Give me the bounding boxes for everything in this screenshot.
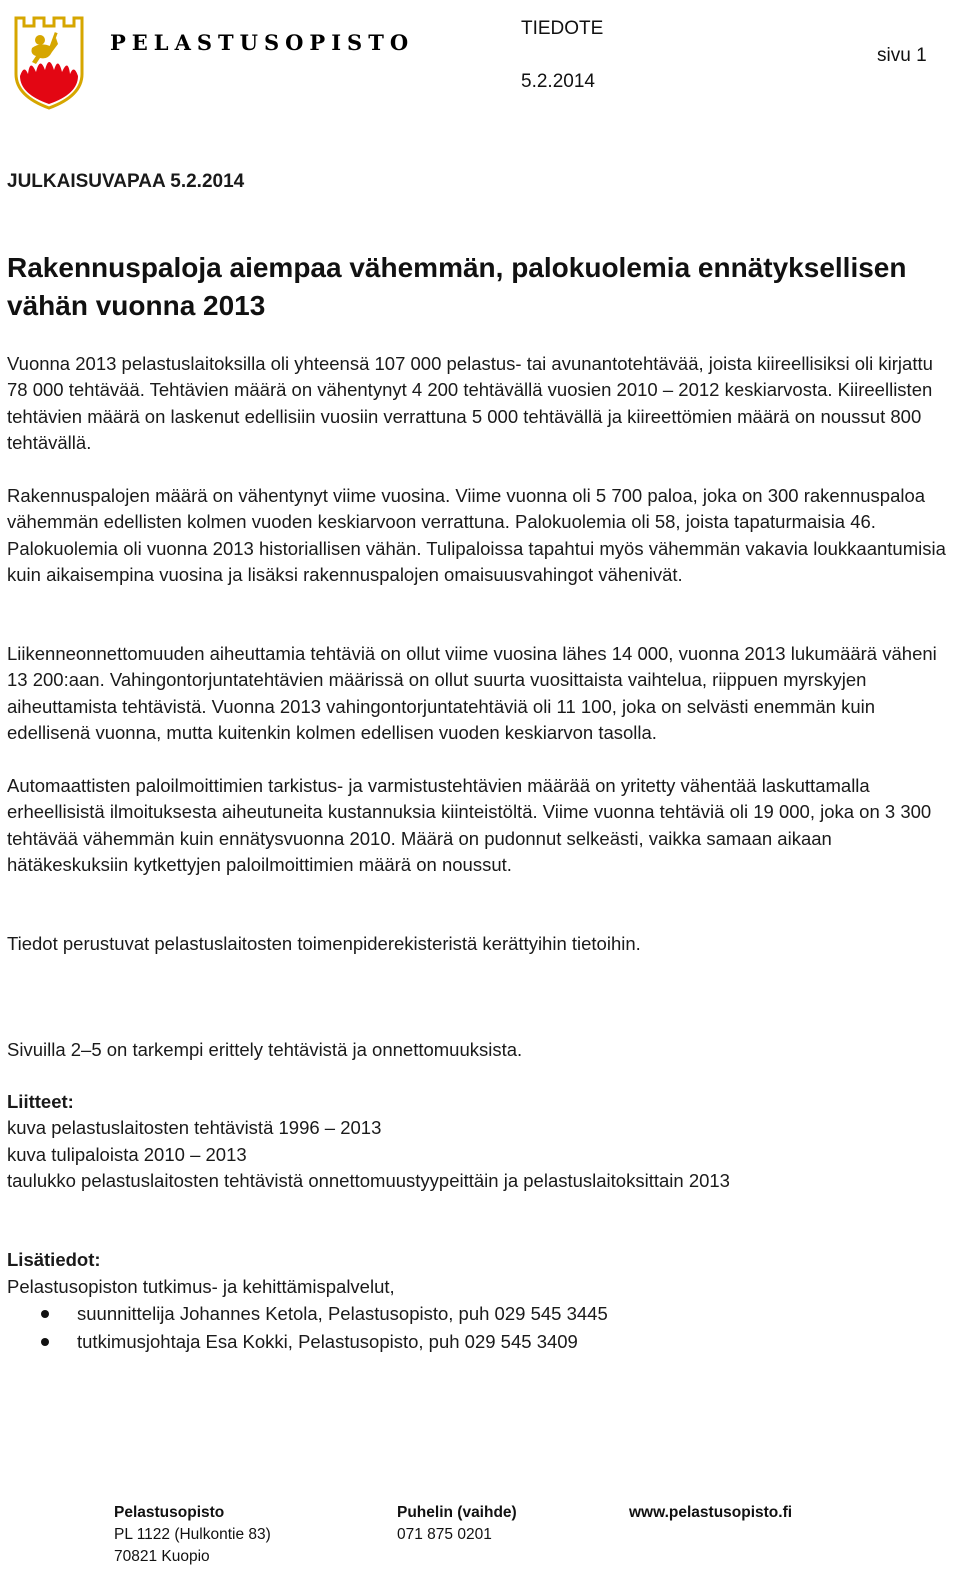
- footer-address-line1: PL 1122 (Hulkontie 83): [114, 1526, 271, 1543]
- bullet-icon: [41, 1310, 49, 1318]
- footer-website-link[interactable]: www.pelastusopisto.fi: [629, 1504, 793, 1521]
- info-heading: Lisätiedot:: [7, 1249, 101, 1270]
- footer-org: Pelastusopisto: [114, 1504, 225, 1521]
- attachment-item: kuva pelastuslaitosten tehtävistä 1996 – 2013: [7, 1117, 382, 1138]
- release-notice: JULKAISUVAPAA 5.2.2014: [7, 171, 245, 192]
- paragraph-building-fires: Rakennuspalojen määrä on vähentynyt viime vuosina. Viime vuonna oli 5 700 paloa, joka on 300 rakennuspaloa vähemmän edellisten kolmen vuoden keskiarvoon verrattuna. Palokuolemia oli 58, joista tapaturmaisia 46. Palokuolemia oli vuonna 2013 historiallisen vähän. Tulipaloissa tapahtui myös vähemmän vakavia loukkaantumisia kuin aikaisempina vuosina ja lisäksi rakennuspalojen omaisuusvahingot vähenivät.: [7, 485, 946, 585]
- document-type: TIEDOTE: [521, 18, 604, 39]
- contact-item: suunnittelija Johannes Ketola, Pelastusopisto, puh 029 545 3445: [7, 1300, 608, 1328]
- footer-address-line2: 70821 Kuopio: [114, 1548, 210, 1565]
- footer-address: [114, 1502, 271, 1568]
- contact-list: [7, 1300, 608, 1355]
- attachment-item: taulukko pelastuslaitosten tehtävistä onnettomuustyypeittäin ja pelastuslaitoksittain 2013: [7, 1170, 730, 1191]
- document-date: 5.2.2014: [521, 71, 595, 92]
- paragraph-fire-alarms: Automaattisten paloilmoittimien tarkistus- ja varmistustehtävien määrää on yritetty vähentää laskuttamalla erheellisistä ilmoituksesta aiheutuneita kustannuksia kiinteistöltä. Viime vuonna tehtäviä oli 19 000, joka on 3 300 tehtävää vähemmän kuin ennätysvuonna 2010. Määrä on pudonnut selkeästi, vaikka samaan aikaan hätäkeskuksiin kytkettyjen paloilmoittimien määrä on noussut.: [7, 775, 932, 875]
- page-title: Rakennuspaloja aiempaa vähemmän, palokuolemia ennätyksellisen vähän vuonna 2013: [7, 252, 907, 321]
- page-number: sivu 1: [877, 45, 927, 66]
- info-intro: Pelastusopiston tutkimus- ja kehittämispalvelut,: [7, 1276, 395, 1297]
- paragraph-tasks: Vuonna 2013 pelastuslaitoksilla oli yhteensä 107 000 pelastus- tai avunantotehtävää, joista kiireellisiksi oli kirjattu 78 000 tehtävää. Tehtävien määrä on vähentynyt 4 200 tehtävällä vuosien 2010 – 2012 keskiarvosta. Kiireellisten tehtävien määrä on laskenut edellisiin vuosiin verrattuna 5 000 tehtävällä ja kiireettömien määrä on noussut 800 tehtävällä.: [7, 353, 933, 453]
- footer-phone: [397, 1502, 517, 1546]
- footer-phone-label: Puhelin (vaihde): [397, 1504, 517, 1521]
- attachments-heading: Liitteet:: [7, 1091, 74, 1112]
- paragraph-traffic-accidents: Liikenneonnettomuuden aiheuttamia tehtäviä on ollut viime vuosina lähes 14 000, vuonna 2013 lukumäärä väheni 13 200:aan. Vahingontorjuntatehtävien määrissä on ollut suurta vuosittaista vaihtelua, riippuen myrskyjen aiheuttamista tehtävistä. Vuonna 2013 vahingontorjuntatehtäviä oli 11 100, joka on selvästi enemmän kuin edellisenä vuonna, mutta kuitenkin kolmen edellisen vuoden keskiarvon tasolla.: [7, 643, 937, 743]
- paragraph-pages-note: Sivuilla 2–5 on tarkempi erittely tehtävistä ja onnettomuuksista.: [7, 1039, 523, 1060]
- bullet-icon: [41, 1338, 49, 1346]
- contact-item: tutkimusjohtaja Esa Kokki, Pelastusopisto, puh 029 545 3409: [7, 1328, 608, 1356]
- brand-wordmark: PELASTUSOPISTO: [110, 30, 415, 55]
- attachment-item: kuva tulipaloista 2010 – 2013: [7, 1144, 247, 1165]
- pelastusopisto-logo-icon: [10, 14, 88, 110]
- paragraph-data-source: Tiedot perustuvat pelastuslaitosten toimenpiderekisteristä kerättyihin tietoihin.: [7, 933, 641, 954]
- footer-phone-number: 071 875 0201: [397, 1526, 492, 1543]
